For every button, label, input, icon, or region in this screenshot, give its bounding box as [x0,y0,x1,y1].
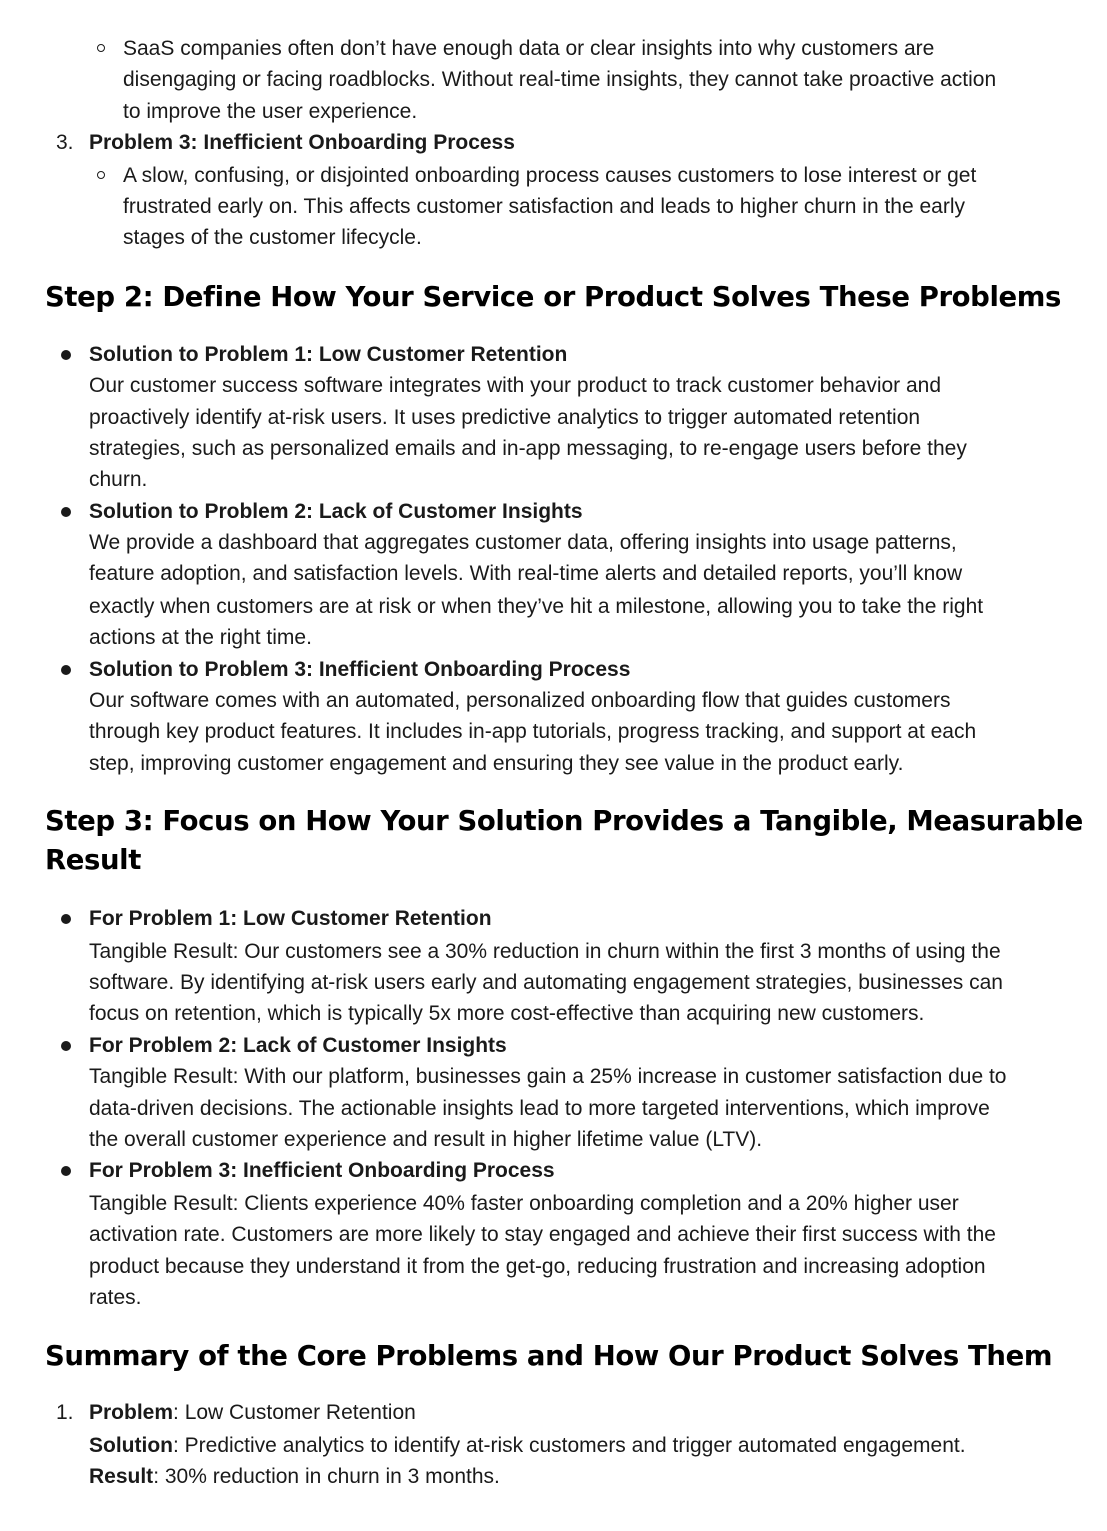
sub-bullet-3-line-2: frustrated early on. This affects customer satisfaction and leads to higher churn in the early [123,195,965,218]
bullet-icon [61,507,71,517]
result-2-line-1: Tangible Result: With our platform, businesses gain a 25% increase in customer satisfaction due to [89,1065,1007,1088]
solution-1-title: Solution to Problem 1: Low Customer Retention [89,343,568,366]
result-3-title: For Problem 3: Inefficient Onboarding Process [89,1159,555,1182]
solution-3-line-1: Our software comes with an automated, personalized onboarding flow that guides customers [89,689,951,712]
step-3-heading-line-1: Step 3: Focus on How Your Solution Provides a Tangible, Measurable [45,805,1083,837]
solution-1-line-1: Our customer success software integrates with your product to track customer behavior and [89,374,942,397]
result-1-title: For Problem 1: Low Customer Retention [89,907,492,930]
solution-3-line-3: step, improving customer engagement and ensuring they see value in the product early. [89,752,904,775]
step-3-heading-line-2: Result [45,844,141,876]
result-3-line-1: Tangible Result: Clients experience 40% faster onboarding completion and a 20% higher user [89,1192,959,1215]
solution-text: : Predictive analytics to identify at-risk customers and trigger automated engagement. [172,1434,966,1457]
result-text: : 30% reduction in churn in 3 months. [153,1465,500,1488]
bullet-icon [61,350,71,360]
result-1-line-2: software. By identifying at-risk users early and automating engagement strategies, businesses can [89,971,1003,994]
solution-2-line-2: feature adoption, and satisfaction levels. With real-time alerts and detailed reports, you’ll know [89,562,963,585]
result-2-line-2: data-driven decisions. The actionable insights lead to more targeted interventions, which improve [89,1097,990,1120]
bullet-icon [61,1041,71,1051]
sub-bullet-3-line-3: stages of the customer lifecycle. [123,226,422,249]
solution-1-line-2: proactively identify at-risk users. It uses predictive analytics to trigger automated retention [89,406,921,429]
list-number-3: 3. [56,131,74,154]
result-3-line-4: rates. [89,1286,142,1309]
problem-label: Problem [89,1401,174,1424]
summary-solution-line [89,1430,966,1461]
solution-3-line-2: through key product features. It includes in-app tutorials, progress tracking, and support at each [89,720,977,743]
bullet-icon [61,914,71,924]
sub-bullet-2-line-2: disengaging or facing roadblocks. Without real-time insights, they cannot take proactive action [123,68,997,91]
solution-3-title: Solution to Problem 3: Inefficient Onboarding Process [89,658,631,681]
result-3-line-2: activation rate. Customers are more likely to stay engaged and achieve their first success with the [89,1223,996,1246]
sub-bullet-icon [97,44,105,52]
step-2-heading: Step 2: Define How Your Service or Product Solves These Problems [45,281,1061,313]
sub-bullet-3-line-1: A slow, confusing, or disjointed onboarding process causes customers to lose interest or get [123,164,977,187]
result-label: Result [89,1465,154,1488]
summary-problem-line [89,1397,416,1428]
solution-2-title: Solution to Problem 2: Lack of Customer Insights [89,500,583,523]
sub-bullet-2-line-3: to improve the user experience. [123,100,418,123]
bullet-icon [61,665,71,675]
summary-result-line [89,1461,500,1492]
result-2-line-3: the overall customer experience and result in higher lifetime value (LTV). [89,1128,763,1151]
solution-2-line-3: exactly when customers are at risk or when they’ve hit a milestone, allowing you to take the right [89,595,984,618]
list-number-1: 1. [56,1401,74,1424]
result-3-line-3: product because they understand it from the get-go, reducing frustration and increasing adoption [89,1255,986,1278]
problem-3-title: Problem 3: Inefficient Onboarding Process [89,131,515,154]
result-2-title: For Problem 2: Lack of Customer Insights [89,1034,507,1057]
summary-heading: Summary of the Core Problems and How Our Product Solves Them [45,1340,1053,1372]
solution-1-line-4: churn. [89,468,148,491]
result-1-line-1: Tangible Result: Our customers see a 30% reduction in churn within the first 3 months of using the [89,940,1001,963]
sub-bullet-icon [97,171,105,179]
problem-text: : Low Customer Retention [173,1401,416,1424]
solution-label: Solution [89,1434,173,1457]
solution-1-line-3: strategies, such as personalized emails and in-app messaging, to re-engage users before they [89,437,967,460]
result-1-line-3: focus on retention, which is typically 5x more cost-effective than acquiring new customers. [89,1002,925,1025]
solution-2-line-1: We provide a dashboard that aggregates customer data, offering insights into usage patterns, [89,531,957,554]
sub-bullet-2-line-1: SaaS companies often don’t have enough data or clear insights into why customers are [123,37,935,60]
solution-2-line-4: actions at the right time. [89,626,312,649]
bullet-icon [61,1166,71,1176]
